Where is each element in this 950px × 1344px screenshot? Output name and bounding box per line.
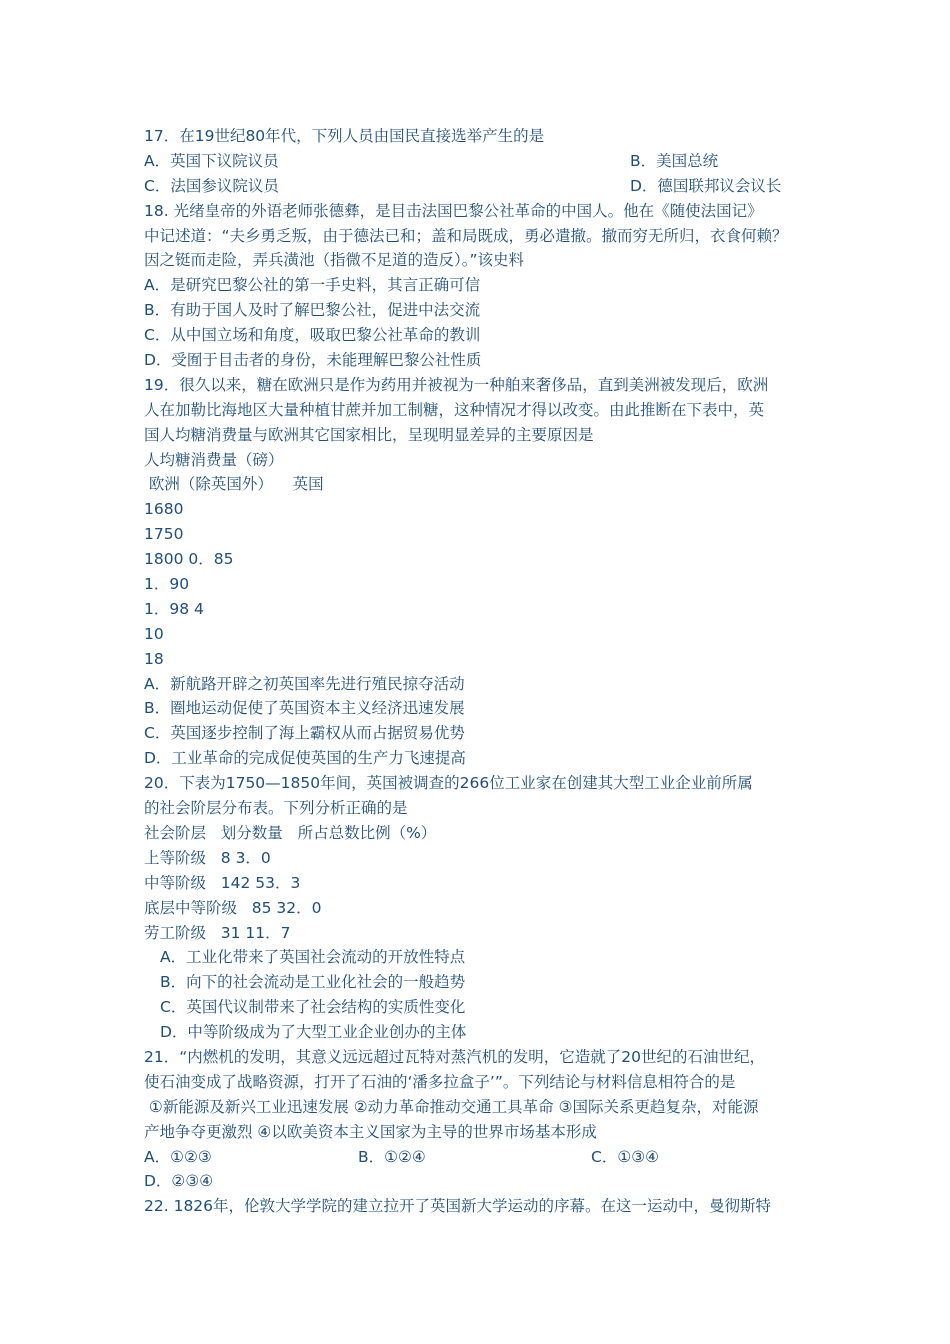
q19-option-a: A．新航路开辟之初英国率先进行殖民掠夺活动 [144,674,465,693]
q20-option-d: D．中等阶级成为了大型工业企业创办的主体 [160,1023,467,1042]
q19-table-cell: 18 [144,649,164,668]
q20-table-row: 劳工阶级 31 11．7 [144,923,291,942]
q17-options-row2 [144,174,810,199]
q20-option-b: B．向下的社会流动是工业化社会的一般趋势 [160,973,466,992]
q19-table-cell: 1750 [144,525,184,544]
q21-option-a: A．①②③ [144,1147,212,1166]
q17-option-c: C．法国参议院议员 [144,176,279,195]
q19-stem-line1: 19．很久以来，糖在欧洲只是作为药用并被视为一种舶来奢侈品，直到美洲被发现后，欧洲 [144,375,769,394]
q19-stem-line2: 人在加勒比海地区大量种植甘蔗并加工制糖，这种情况才得以改变。由此推断在下表中，英 [144,400,765,419]
q17-options-row1 [144,149,810,174]
q19-option-d: D．工业革命的完成促使英国的生产力飞速提高 [144,749,466,768]
q20-stem-line2: 的社会阶层分布表。下列分析正确的是 [144,799,408,818]
q19-table-cell: 1．98 4 [144,599,204,618]
q21-stem-line1: 21．“内燃机的发明，其意义远远超过瓦特对蒸汽机的发明，它造就了20世纪的石油世纪， [144,1047,765,1066]
q21-options-row [144,1145,810,1170]
q20-option-a: A．工业化带来了英国社会流动的开放性特点 [160,948,466,967]
q21-option-b: B．①②④ [358,1147,426,1166]
q18-option-d: D．受囿于目击者的身份，未能理解巴黎公社性质 [144,351,482,370]
q21-option-d: D．②③④ [144,1172,214,1191]
q19-table-cell: 10 [144,624,164,643]
q18-stem-line1: 18. 光绪皇帝的外语老师张德彝，是目击法国巴黎公社革命的中国人。他在《随使法国记》 [144,201,763,220]
q20-table-header: 社会阶层 划分数量 所占总数比例（%） [144,823,437,842]
q17-option-b: B．美国总统 [630,151,719,170]
q20-option-c: C．英国代议制带来了社会结构的实质性变化 [160,998,466,1017]
q19-stem-line3: 国人均糖消费量与欧洲其它国家相比，呈现明显差异的主要原因是 [144,425,594,444]
q20-table-row: 上等阶级 8 3．0 [144,848,271,867]
q21-stem-line2: 使石油变成了战略资源，打开了石油的‘潘多拉盒子’”。下列结论与材料信息相符合的是 [144,1072,736,1091]
q17-option-a: A．英国下议院议员 [144,151,279,170]
q19-table-title: 人均糖消费量（磅） [144,450,284,469]
q17-option-d: D．德国联邦议会议长 [630,176,782,195]
q19-table-cell: 1．90 [144,575,190,594]
q20-table-row: 底层中等阶级 85 32．0 [144,898,322,917]
q18-option-b: B．有助于国人及时了解巴黎公社，促进中法交流 [144,301,481,320]
q21-stem-line3: ①新能源及新兴工业迅速发展 ②动力革命推动交通工具革命 ③国际关系更趋复杂，对能源 [144,1097,759,1116]
q20-stem-line1: 20．下表为1750—1850年间，英国被调查的266位工业家在创建其大型工业企业前所属 [144,774,753,793]
q18-stem-line3: 因之铤而走险，弄兵潢池（指微不足道的造反）。”该史料 [144,251,525,270]
q20-table-row: 中等阶级 142 53．3 [144,873,301,892]
q18-stem-line2: 中记述道：“夫乡勇乏叛，由于德法已和；盖和局既成，勇必遣撤。撤而穷无所归，衣食何赖？ [144,226,788,245]
q19-option-b: B．圈地运动促使了英国资本主义经济迅速发展 [144,699,465,718]
q17-stem: 17．在19世纪80年代，下列人员由国民直接选举产生的是 [144,127,545,145]
q19-table-cell: 1800 0．85 [144,550,234,569]
q22-stem-line1: 22. 1826年，伦敦大学学院的建立拉开了英国新大学运动的序幕。在这一运动中，曼彻斯特 [144,1197,772,1216]
q18-option-a: A．是研究巴黎公社的第一手史料，其言正确可信 [144,276,481,295]
exam-page [144,124,810,1219]
q19-option-c: C．英国逐步控制了海上霸权从而占据贸易优势 [144,724,465,743]
q19-table-header: 欧洲（除英国外） 英国 [144,475,324,494]
q18-option-c: C．从中国立场和角度，吸取巴黎公社革命的教训 [144,326,481,345]
q21-stem-line4: 产地争夺更激烈 ④以欧美资本主义国家为主导的世界市场基本形成 [144,1122,597,1141]
q19-table-cell: 1680 [144,500,184,519]
q21-option-c: C．①③④ [591,1147,660,1166]
